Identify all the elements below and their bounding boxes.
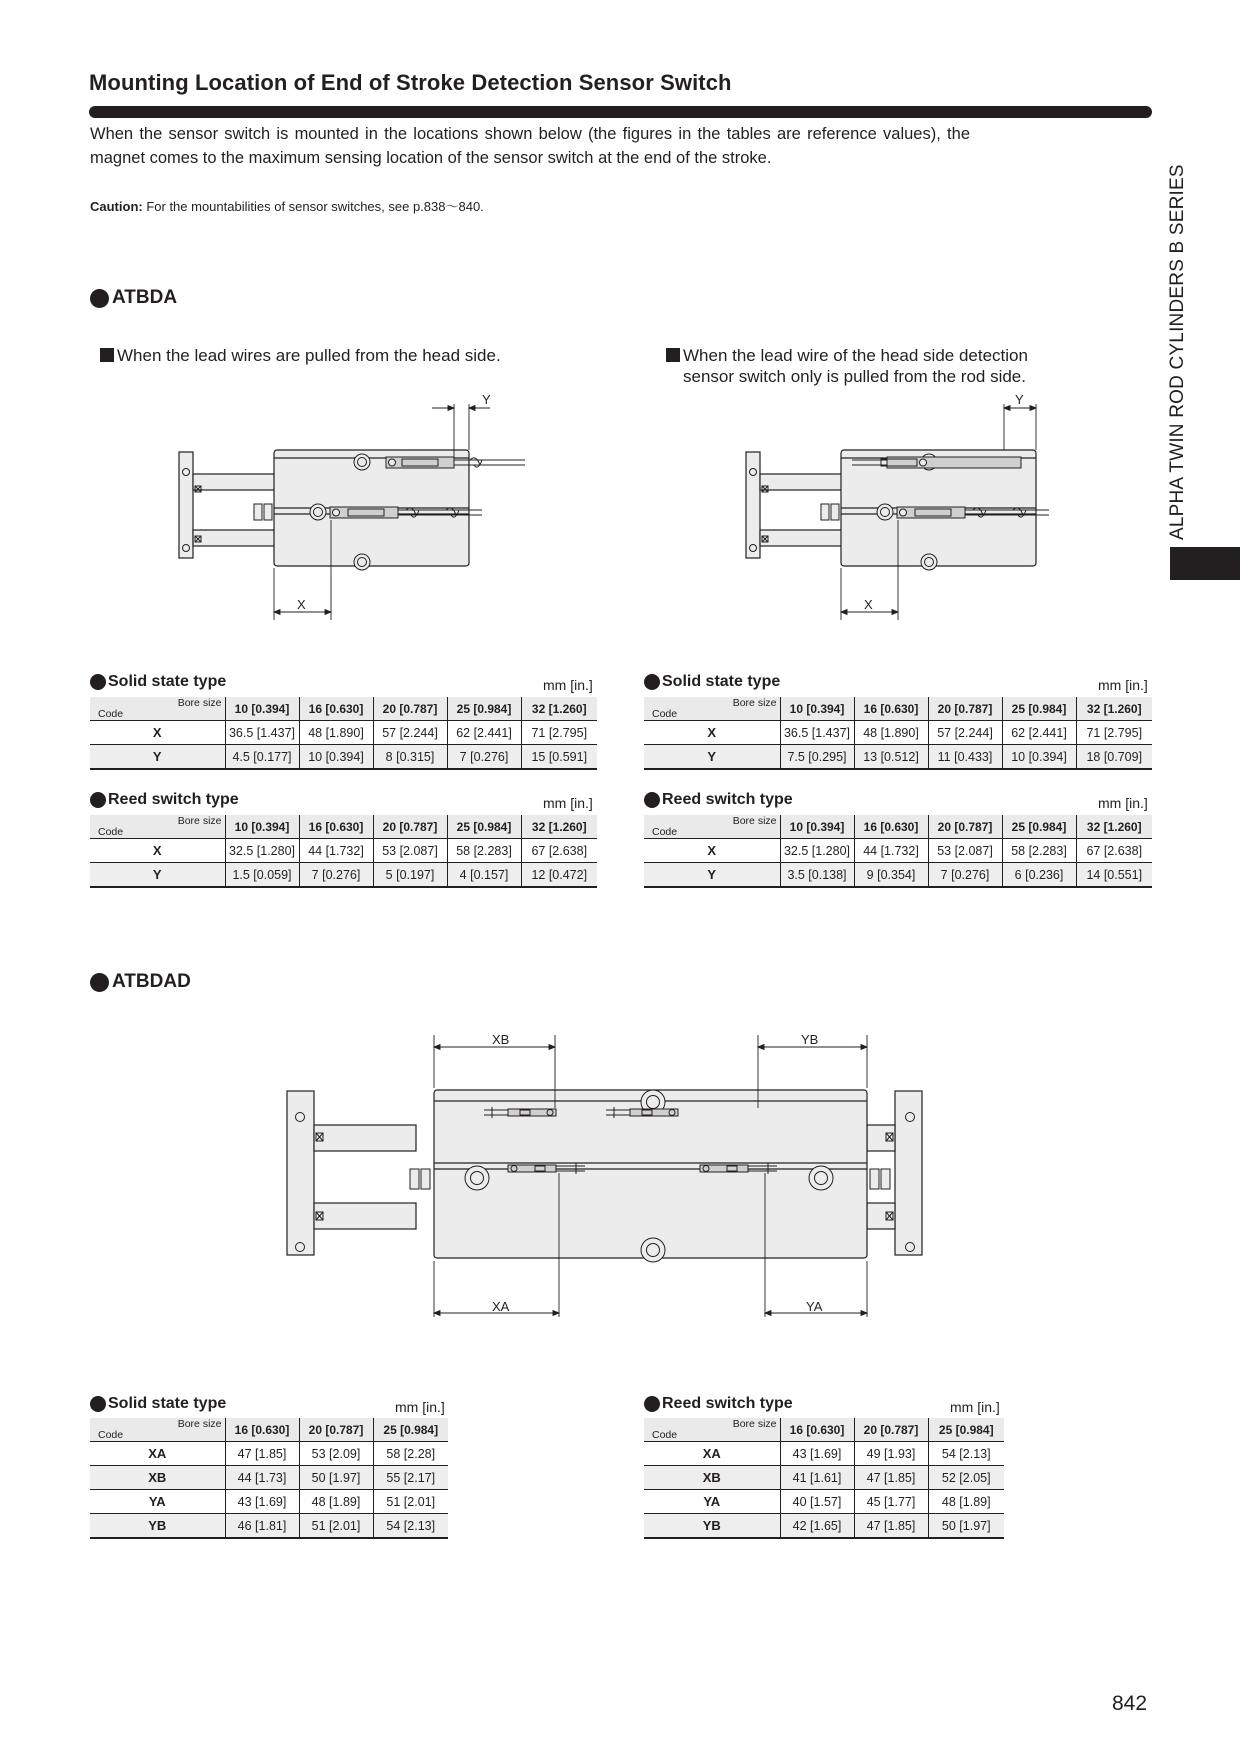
value-cell: 41 [1.61] — [780, 1466, 854, 1490]
value-cell: 45 [1.77] — [854, 1490, 928, 1514]
value-cell: 14 [0.551] — [1076, 863, 1152, 888]
bore-header-cell: 16 [0.630] — [299, 815, 373, 839]
atbda-right-solid-title — [644, 673, 780, 691]
solid-title-text: Solid state type — [108, 1395, 227, 1412]
caution-text: For the mountabilities of sensor switches, see p.838～840. — [142, 199, 484, 214]
atbda-right-caption-line1: When the lead wire of the head side detection — [683, 346, 1028, 365]
title-rule — [89, 106, 1152, 118]
table-header-row — [644, 1418, 1004, 1442]
value-cell: 51 [2.01] — [299, 1514, 373, 1539]
atbda-right-reed-title — [644, 791, 793, 809]
value-cell: 48 [1.890] — [854, 721, 928, 745]
bore-header-cell: 10 [0.394] — [780, 815, 854, 839]
bore-size-label: Bore size — [732, 697, 777, 709]
code-cell: YB — [644, 1514, 780, 1539]
dim-x-label: X — [864, 597, 873, 612]
bullet-icon — [90, 973, 109, 992]
value-cell: 71 [2.795] — [521, 721, 597, 745]
code-cell: XB — [90, 1466, 225, 1490]
atbda-right-caption — [666, 345, 1028, 387]
value-cell: 11 [0.433] — [928, 745, 1002, 770]
bore-header-cell: 20 [0.787] — [928, 815, 1002, 839]
bullet-icon — [90, 674, 106, 690]
value-cell: 10 [0.394] — [1002, 745, 1076, 770]
code-cell: Y — [90, 745, 225, 770]
caution-note — [90, 196, 484, 215]
bore-header-cell: 32 [1.260] — [521, 815, 597, 839]
dim-ya-label: YA — [806, 1299, 823, 1314]
table-row — [90, 1514, 448, 1539]
value-cell: 52 [2.05] — [928, 1466, 1004, 1490]
solid-title-text: Solid state type — [108, 673, 227, 690]
value-cell: 62 [2.441] — [1002, 721, 1076, 745]
page-title: Mounting Location of End of Stroke Detection Sensor Switch — [89, 70, 732, 95]
reed-title-text: Reed switch type — [662, 791, 793, 808]
value-cell: 40 [1.57] — [780, 1490, 854, 1514]
bore-header-cell: 16 [0.630] — [854, 697, 928, 721]
end-plate — [179, 452, 193, 558]
value-cell: 13 [0.512] — [854, 745, 928, 770]
value-cell: 50 [1.97] — [928, 1514, 1004, 1539]
dim-xb-label: XB — [492, 1032, 510, 1047]
dim-y-label: Y — [1015, 392, 1024, 407]
atbdad-solid-table — [90, 1418, 448, 1539]
code-label: Code — [98, 1429, 124, 1441]
corner-header-cell — [90, 697, 225, 721]
value-cell: 47 [1.85] — [225, 1442, 299, 1466]
table-row — [90, 1466, 448, 1490]
code-cell: X — [644, 721, 780, 745]
code-cell: XB — [644, 1466, 780, 1490]
value-cell: 4.5 [0.177] — [225, 745, 299, 770]
bullet-icon — [90, 289, 109, 308]
table-row — [644, 839, 1152, 863]
reed-title-text: Reed switch type — [108, 791, 239, 808]
value-cell: 48 [1.89] — [299, 1490, 373, 1514]
table-row — [90, 1490, 448, 1514]
value-cell: 58 [2.283] — [447, 839, 521, 863]
code-cell: XA — [90, 1442, 225, 1466]
bore-header-cell: 20 [0.787] — [854, 1418, 928, 1442]
unit-label: mm [in.] — [543, 677, 593, 693]
bore-size-label: Bore size — [177, 697, 222, 709]
bore-header-cell: 25 [0.984] — [373, 1418, 448, 1442]
value-cell: 58 [2.28] — [373, 1442, 448, 1466]
table-row — [90, 839, 597, 863]
value-cell: 43 [1.69] — [225, 1490, 299, 1514]
bullet-icon — [90, 1396, 106, 1412]
table-row — [644, 1466, 1004, 1490]
atbdad-heading — [90, 971, 191, 993]
value-cell: 58 [2.283] — [1002, 839, 1076, 863]
table-row — [644, 1490, 1004, 1514]
right-end-plate — [895, 1091, 922, 1255]
bore-header-cell: 20 [0.787] — [373, 697, 447, 721]
value-cell: 53 [2.087] — [373, 839, 447, 863]
corner-header-cell — [644, 1418, 780, 1442]
value-cell: 54 [2.13] — [928, 1442, 1004, 1466]
bullet-icon — [644, 792, 660, 808]
value-cell: 67 [2.638] — [1076, 839, 1152, 863]
value-cell: 54 [2.13] — [373, 1514, 448, 1539]
bore-size-label: Bore size — [177, 1418, 222, 1430]
bullet-icon — [644, 674, 660, 690]
atbda-left-reed-table — [90, 815, 597, 888]
code-cell: Y — [644, 863, 780, 888]
atbdad-heading-text: ATBDAD — [112, 971, 191, 992]
atbda-right-reed-table — [644, 815, 1152, 888]
code-cell: Y — [644, 745, 780, 770]
value-cell: 50 [1.97] — [299, 1466, 373, 1490]
bore-header-cell: 10 [0.394] — [780, 697, 854, 721]
value-cell: 44 [1.732] — [854, 839, 928, 863]
code-cell: X — [90, 839, 225, 863]
atbda-rod-side-diagram — [737, 390, 1077, 630]
table-row — [644, 863, 1152, 888]
code-cell: XA — [644, 1442, 780, 1466]
value-cell: 46 [1.81] — [225, 1514, 299, 1539]
bore-size-label: Bore size — [732, 1418, 777, 1430]
value-cell: 57 [2.244] — [373, 721, 447, 745]
bore-header-cell: 32 [1.260] — [521, 697, 597, 721]
atbdad-reed-title — [644, 1395, 793, 1413]
caution-label: Caution: — [90, 199, 143, 214]
reed-title-text: Reed switch type — [662, 1395, 793, 1412]
value-cell: 36.5 [1.437] — [780, 721, 854, 745]
value-cell: 1.5 [0.059] — [225, 863, 299, 888]
value-cell: 62 [2.441] — [447, 721, 521, 745]
unit-label: mm [in.] — [395, 1399, 445, 1415]
table-header-row — [644, 697, 1152, 721]
atbda-head-side-diagram — [170, 390, 550, 630]
code-cell: X — [644, 839, 780, 863]
bore-header-cell: 25 [0.984] — [447, 815, 521, 839]
table-header-row — [90, 815, 597, 839]
atbda-heading — [90, 287, 177, 309]
bore-header-cell: 16 [0.630] — [780, 1418, 854, 1442]
page-number: 842 — [1112, 1692, 1148, 1715]
atbda-right-solid-table — [644, 697, 1152, 770]
value-cell: 48 [1.890] — [299, 721, 373, 745]
table-row — [90, 863, 597, 888]
unit-label: mm [in.] — [950, 1399, 1000, 1415]
bore-header-cell: 16 [0.630] — [299, 697, 373, 721]
table-row — [90, 1442, 448, 1466]
left-end-plate — [287, 1091, 314, 1255]
value-cell: 67 [2.638] — [521, 839, 597, 863]
value-cell: 53 [2.087] — [928, 839, 1002, 863]
bore-size-label: Bore size — [732, 815, 777, 827]
atbda-left-caption-text: When the lead wires are pulled from the head side. — [117, 346, 501, 365]
value-cell: 51 [2.01] — [373, 1490, 448, 1514]
value-cell: 47 [1.85] — [854, 1514, 928, 1539]
atbda-left-solid-title — [90, 673, 226, 691]
code-label: Code — [98, 826, 124, 838]
value-cell: 42 [1.65] — [780, 1514, 854, 1539]
value-cell: 44 [1.732] — [299, 839, 373, 863]
code-cell: Y — [90, 863, 225, 888]
value-cell: 7 [0.276] — [928, 863, 1002, 888]
atbdad-diagram — [280, 1025, 940, 1320]
table-row — [90, 745, 597, 770]
atbda-left-reed-title — [90, 791, 239, 809]
value-cell: 12 [0.472] — [521, 863, 597, 888]
value-cell: 49 [1.93] — [854, 1442, 928, 1466]
bore-header-cell: 25 [0.984] — [1002, 697, 1076, 721]
bore-header-cell: 25 [0.984] — [928, 1418, 1004, 1442]
value-cell: 57 [2.244] — [928, 721, 1002, 745]
value-cell: 3.5 [0.138] — [780, 863, 854, 888]
atbda-heading-text: ATBDA — [112, 287, 178, 308]
value-cell: 47 [1.85] — [854, 1466, 928, 1490]
value-cell: 32.5 [1.280] — [780, 839, 854, 863]
value-cell: 55 [2.17] — [373, 1466, 448, 1490]
dim-y-label: Y — [482, 392, 491, 407]
table-header-row — [644, 815, 1152, 839]
corner-header-cell — [644, 697, 780, 721]
value-cell: 8 [0.315] — [373, 745, 447, 770]
dim-xa-label: XA — [492, 1299, 510, 1314]
code-label: Code — [652, 826, 678, 838]
square-bullet-icon — [100, 348, 114, 362]
value-cell: 43 [1.69] — [780, 1442, 854, 1466]
value-cell: 71 [2.795] — [1076, 721, 1152, 745]
value-cell: 7 [0.276] — [447, 745, 521, 770]
code-cell: YA — [644, 1490, 780, 1514]
value-cell: 6 [0.236] — [1002, 863, 1076, 888]
atbda-left-solid-table — [90, 697, 597, 770]
value-cell: 44 [1.73] — [225, 1466, 299, 1490]
value-cell: 15 [0.591] — [521, 745, 597, 770]
series-side-tab — [1170, 547, 1240, 580]
intro-paragraph: When the sensor switch is mounted in the locations shown below (the figures in the tables are reference values), the magnet comes to the maximum sensing location of the sensor switch at the end of the stroke. — [90, 125, 970, 167]
bore-header-cell: 25 [0.984] — [447, 697, 521, 721]
table-header-row — [90, 1418, 448, 1442]
value-cell: 48 [1.89] — [928, 1490, 1004, 1514]
bore-header-cell: 32 [1.260] — [1076, 697, 1152, 721]
solid-title-text: Solid state type — [662, 673, 781, 690]
dim-yb-label: YB — [801, 1032, 819, 1047]
atbda-left-caption — [100, 345, 501, 366]
value-cell: 7 [0.276] — [299, 863, 373, 888]
unit-label: mm [in.] — [543, 795, 593, 811]
value-cell: 36.5 [1.437] — [225, 721, 299, 745]
table-row — [90, 721, 597, 745]
value-cell: 53 [2.09] — [299, 1442, 373, 1466]
value-cell: 9 [0.354] — [854, 863, 928, 888]
code-label: Code — [652, 1429, 678, 1441]
code-cell: YB — [90, 1514, 225, 1539]
atbdad-solid-title — [90, 1395, 226, 1413]
bore-header-cell: 16 [0.630] — [854, 815, 928, 839]
atbdad-reed-table — [644, 1418, 1004, 1539]
bore-header-cell: 10 [0.394] — [225, 697, 299, 721]
bullet-icon — [90, 792, 106, 808]
corner-header-cell — [644, 815, 780, 839]
bore-header-cell: 20 [0.787] — [373, 815, 447, 839]
bore-size-label: Bore size — [177, 815, 222, 827]
code-cell: YA — [90, 1490, 225, 1514]
code-cell: X — [90, 721, 225, 745]
square-bullet-icon — [666, 348, 680, 362]
corner-header-cell — [90, 1418, 225, 1442]
bore-header-cell: 32 [1.260] — [1076, 815, 1152, 839]
series-side-label: ALPHA TWIN ROD CYLINDERS B SERIES — [1167, 164, 1188, 540]
bullet-icon — [644, 1396, 660, 1412]
bore-header-cell: 20 [0.787] — [299, 1418, 373, 1442]
bore-header-cell: 20 [0.787] — [928, 697, 1002, 721]
table-row — [644, 721, 1152, 745]
table-row — [644, 1514, 1004, 1539]
value-cell: 18 [0.709] — [1076, 745, 1152, 770]
value-cell: 5 [0.197] — [373, 863, 447, 888]
corner-header-cell — [90, 815, 225, 839]
code-label: Code — [98, 708, 124, 720]
dim-x-label: X — [297, 597, 306, 612]
bore-header-cell: 25 [0.984] — [1002, 815, 1076, 839]
atbda-right-caption-line2: sensor switch only is pulled from the rod side. — [683, 367, 1026, 386]
unit-label: mm [in.] — [1098, 677, 1148, 693]
value-cell: 7.5 [0.295] — [780, 745, 854, 770]
table-row — [644, 1442, 1004, 1466]
bore-header-cell: 16 [0.630] — [225, 1418, 299, 1442]
value-cell: 32.5 [1.280] — [225, 839, 299, 863]
table-header-row — [90, 697, 597, 721]
code-label: Code — [652, 708, 678, 720]
table-row — [644, 745, 1152, 770]
value-cell: 4 [0.157] — [447, 863, 521, 888]
bore-header-cell: 10 [0.394] — [225, 815, 299, 839]
unit-label: mm [in.] — [1098, 795, 1148, 811]
value-cell: 10 [0.394] — [299, 745, 373, 770]
